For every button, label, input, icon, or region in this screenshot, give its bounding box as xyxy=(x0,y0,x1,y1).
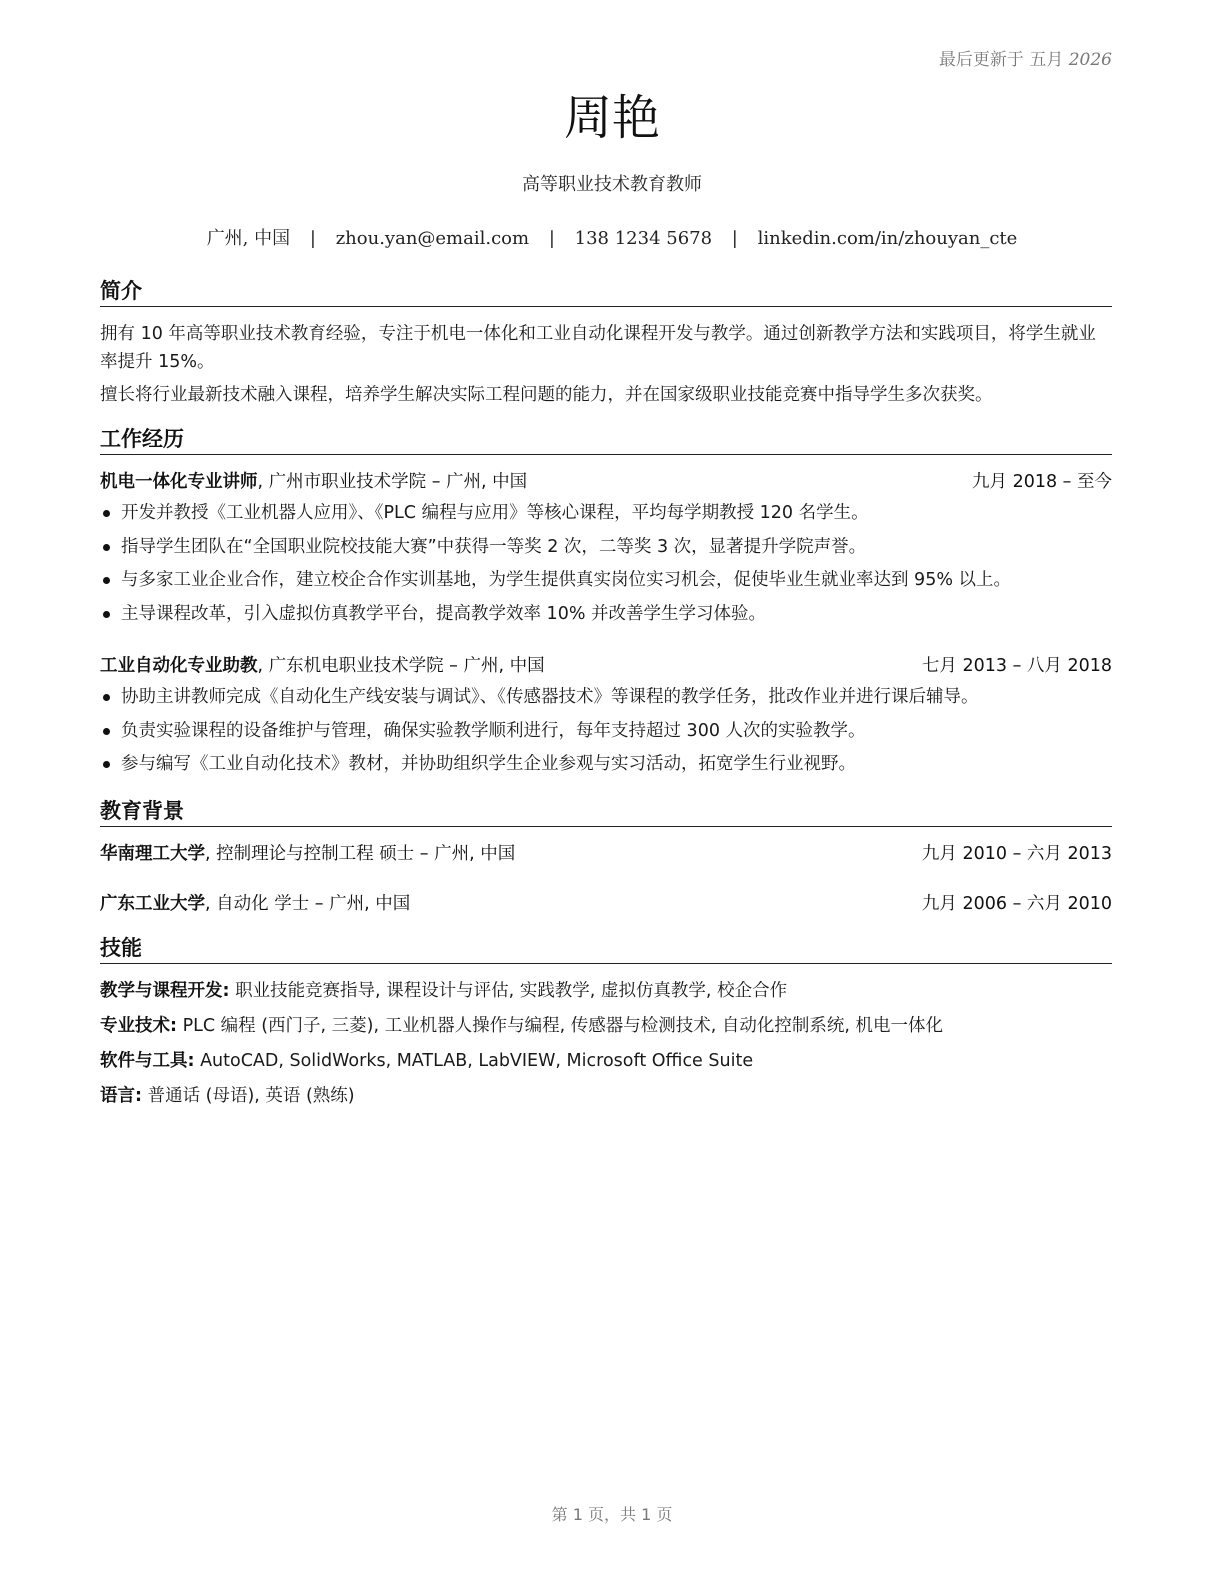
education-detail: , 自动化 学士 – 广州, 中国 xyxy=(205,894,411,914)
job-title-org xyxy=(100,652,545,680)
skills-label: 专业技术: xyxy=(100,1016,177,1036)
contact-separator: | xyxy=(731,228,738,249)
education-school: 华南理工大学 xyxy=(100,844,205,864)
skills-label: 教学与课程开发: xyxy=(100,981,230,1001)
job-header xyxy=(100,652,1112,680)
job-role: 工业自动化专业助教 xyxy=(100,656,258,676)
skills-value: PLC 编程 (西门子, 三菱), 工业机器人操作与编程, 传感器与检测技术, 自动化控制系统, 机电一体化 xyxy=(177,1016,943,1036)
education-dates: 九月 2010 – 六月 2013 xyxy=(921,844,1112,864)
education-school-degree xyxy=(100,840,515,868)
education-detail: , 控制理论与控制工程 硕士 – 广州, 中国 xyxy=(205,844,516,864)
summary-paragraph: 拥有 10 年高等职业技术教育经验，专注于机电一体化和工业自动化课程开发与教学。通过创新教学方法和实践项目，将学生就业率提升 15%。 xyxy=(100,324,1096,372)
page-number: 第 1 页，共 1 页 xyxy=(551,1505,673,1524)
last-updated-label: 最后更新于 五月 xyxy=(938,50,1064,70)
contact-separator: | xyxy=(309,228,316,249)
skills-value: 职业技能竞赛指导, 课程设计与评估, 实践教学, 虚拟仿真教学, 校企合作 xyxy=(229,981,788,1001)
skills-row xyxy=(100,1012,1112,1040)
contact-phone: 138 1234 5678 xyxy=(574,228,713,249)
skills-label: 软件与工具: xyxy=(100,1051,195,1071)
job-title-org xyxy=(100,468,527,496)
section-heading-summary: 简介 xyxy=(100,277,1112,307)
contact-separator: | xyxy=(548,228,555,249)
education-school-degree xyxy=(100,890,410,918)
education-item xyxy=(100,890,1112,918)
section-heading-skills: 技能 xyxy=(100,934,1112,964)
list-item: 参与编写《工业自动化技术》教材，并协助组织学生企业参观与实习活动，拓宽学生行业视野。 xyxy=(100,750,1140,784)
section-heading-education: 教育背景 xyxy=(100,797,1112,827)
list-item: 与多家工业企业合作，建立校企合作实训基地，为学生提供真实岗位实习机会，促使毕业生就业率达到 95% 以上。 xyxy=(100,566,1140,600)
job-dates: 九月 2018 – 至今 xyxy=(972,472,1112,492)
skills-value: AutoCAD, SolidWorks, MATLAB, LabVIEW, Microsoft Office Suite xyxy=(194,1051,754,1071)
job-bullets xyxy=(100,683,1140,784)
skills-row xyxy=(100,1082,1112,1110)
last-updated-year: 2026 xyxy=(1068,50,1112,70)
list-item: 主导课程改革，引入虚拟仿真教学平台，提高教学效率 10% 并改善学生学习体验。 xyxy=(100,600,1140,634)
job-org: , 广东机电职业技术学院 – 广州, 中国 xyxy=(257,656,545,676)
summary-paragraph: 擅长将行业最新技术融入课程，培养学生解决实际工程问题的能力，并在国家级职业技能竞赛中指导学生多次获奖。 xyxy=(100,385,993,405)
contact-line xyxy=(0,224,1224,250)
job-header xyxy=(100,468,1112,496)
list-item: 指导学生团队在“全国职业院校技能大赛”中获得一等奖 2 次，二等奖 3 次，显著提升学院声誉。 xyxy=(100,533,1140,567)
job-role: 机电一体化专业讲师 xyxy=(100,472,258,492)
contact-email[interactable]: zhou.yan@email.com xyxy=(335,228,530,249)
skills-label: 语言: xyxy=(100,1086,142,1106)
list-item: 负责实验课程的设备维护与管理，确保实验教学顺利进行，每年支持超过 300 人次的实验教学。 xyxy=(100,717,1140,751)
job-org: , 广州市职业技术学院 – 广州, 中国 xyxy=(257,472,528,492)
list-item: 开发并教授《工业机器人应用》、《PLC 编程与应用》等核心课程，平均每学期教授 120 名学生。 xyxy=(100,499,1140,533)
list-item: 协助主讲教师完成《自动化生产线安装与调试》、《传感器技术》等课程的教学任务，批改作业并进行课后辅导。 xyxy=(100,683,1140,717)
contact-linkedin[interactable]: linkedin.com/in/zhouyan_cte xyxy=(757,228,1018,249)
contact-location: 广州, 中国 xyxy=(206,228,291,249)
candidate-name: 周艳 xyxy=(563,90,660,146)
education-school: 广东工业大学 xyxy=(100,894,205,914)
job-bullets xyxy=(100,499,1140,633)
skills-row xyxy=(100,977,1112,1005)
last-updated xyxy=(939,45,1112,70)
job-dates: 七月 2013 – 八月 2018 xyxy=(921,656,1112,676)
section-heading-experience: 工作经历 xyxy=(100,425,1112,455)
education-item xyxy=(100,840,1112,868)
skills-value: 普通话 (母语), 英语 (熟练) xyxy=(142,1086,355,1106)
education-dates: 九月 2006 – 六月 2010 xyxy=(921,894,1112,914)
candidate-title: 高等职业技术教育教师 xyxy=(522,174,702,195)
skills-row xyxy=(100,1047,1112,1075)
